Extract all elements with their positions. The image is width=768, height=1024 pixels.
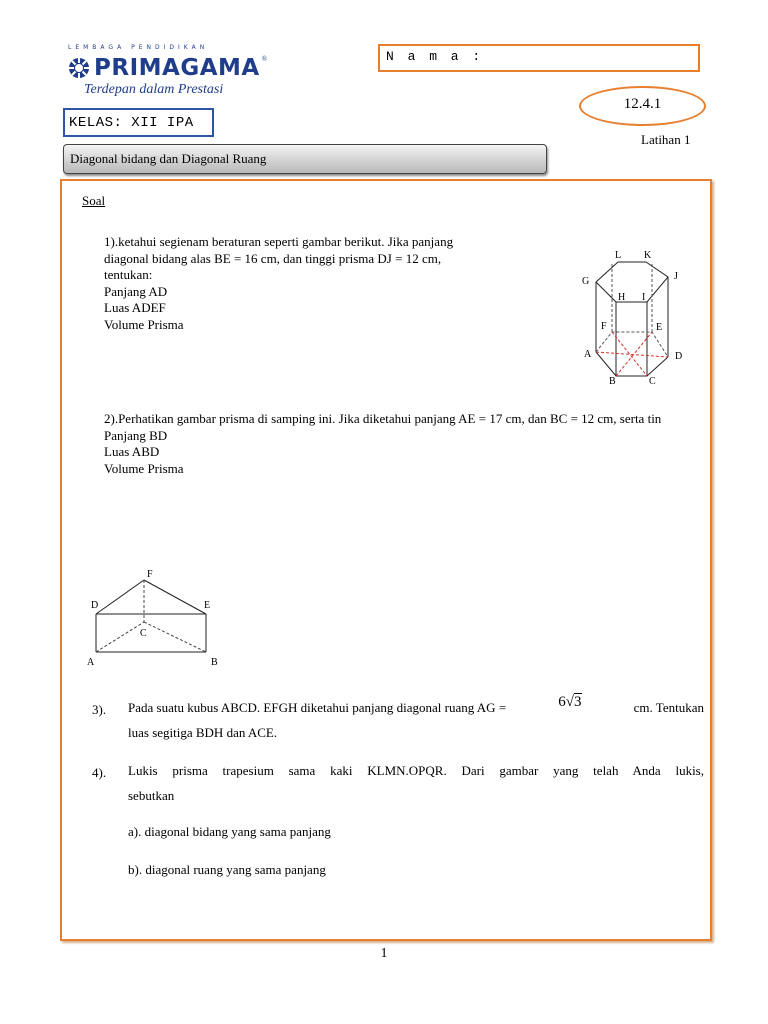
fig2-label-f: F [147,569,153,580]
q3-sqrt-radicand: 3 [574,694,582,710]
worksheet-code-badge [579,86,706,126]
topic-banner [63,144,547,174]
q1-item: Panjang AD [104,283,168,299]
fig1-label-e: E [656,322,663,333]
question-2 [104,411,768,477]
logo-tagline: Terdepan dalam Prestasi [84,82,224,97]
fig2-label-e: E [204,600,211,611]
fig1-label-f: F [601,321,607,332]
q3-line2: luas segitiga BDH dan ACE. [128,725,278,740]
logo-name: PRIMAGAMA [94,55,260,81]
fig2-label-a: A [87,657,95,668]
q3-unit-text: cm. Tentukan [633,700,704,715]
q2-intro-line: 2).Perhatikan gambar prisma di samping ini. Jika diketahui panjang AE = 17 cm, dan BC = 12 cm, serta tin [104,411,662,426]
logo-institution-text: LEMBAGA PENDIDIKAN [68,44,209,51]
nama-field[interactable] [378,44,700,72]
fig1-label-g: G [582,276,590,287]
soal-heading: Soal [82,193,106,208]
q4-item-a: a). diagonal bidang yang sama panjang [128,824,331,839]
fig1-label-c: C [649,376,656,387]
page-number: 1 [380,946,388,961]
question-1 [104,234,453,333]
fig2-label-b: B [211,657,218,668]
logo-registered-mark: ® [261,55,268,63]
q4-item-b: b). diagonal ruang yang sama panjang [128,862,326,877]
fig1-label-a: A [584,349,592,360]
q2-item: Panjang BD [104,427,168,443]
nama-label: N a m a : [386,49,484,64]
logo [68,55,267,81]
hexagonal-prism-figure [572,244,692,389]
topic-title: Diagonal bidang dan Diagonal Ruang [70,151,267,166]
fig1-label-d: D [675,351,683,362]
fig1-label-b: B [609,376,616,387]
q4-number: 4). [92,765,107,780]
fig1-label-h: H [618,292,626,303]
q2-item: Luas ABD [104,444,160,459]
q3-sqrt-expression: 6√3 [558,694,582,710]
q3-text: Pada suatu kubus ABCD. EFGH diketahui panjang diagonal ruang AG = [128,700,507,715]
q1-intro-line: tentukan: [104,267,153,282]
q1-intro-line: 1).ketahui segienam beraturan seperti gambar berikut. Jika panjang [104,234,454,249]
q1-intro-line: diagonal bidang alas BE = 16 cm, dan tinggi prisma DJ = 12 cm, [104,250,442,266]
question-4 [128,758,704,808]
q2-item: Volume Prisma [104,460,184,476]
q3-sqrt-coefficient: 6 [558,694,566,710]
question-3 [128,695,704,745]
fig2-label-c: C [140,628,147,639]
fig1-label-k: K [644,250,652,261]
kelas-box [63,108,214,137]
fig1-label-i: I [642,292,646,303]
fig2-label-d: D [91,600,99,611]
fig1-label-l: L [615,250,622,261]
primagama-emblem-icon [68,57,90,79]
latihan-label: Latihan 1 [641,132,691,147]
q1-item: Luas ADEF [104,300,166,315]
q1-item: Volume Prisma [104,316,184,332]
worksheet-code: 12.4.1 [623,96,662,112]
fig1-label-j: J [674,271,678,282]
q4-line1: Lukis prisma trapesium sama kaki KLMN.OPQR. Dari gambar yang telah Anda lukis, [128,763,704,778]
triangular-prism-figure [82,566,232,672]
kelas-label: KELAS: XII IPA [69,115,194,131]
q4-line2: sebutkan [128,788,175,803]
q3-number: 3). [92,702,107,717]
